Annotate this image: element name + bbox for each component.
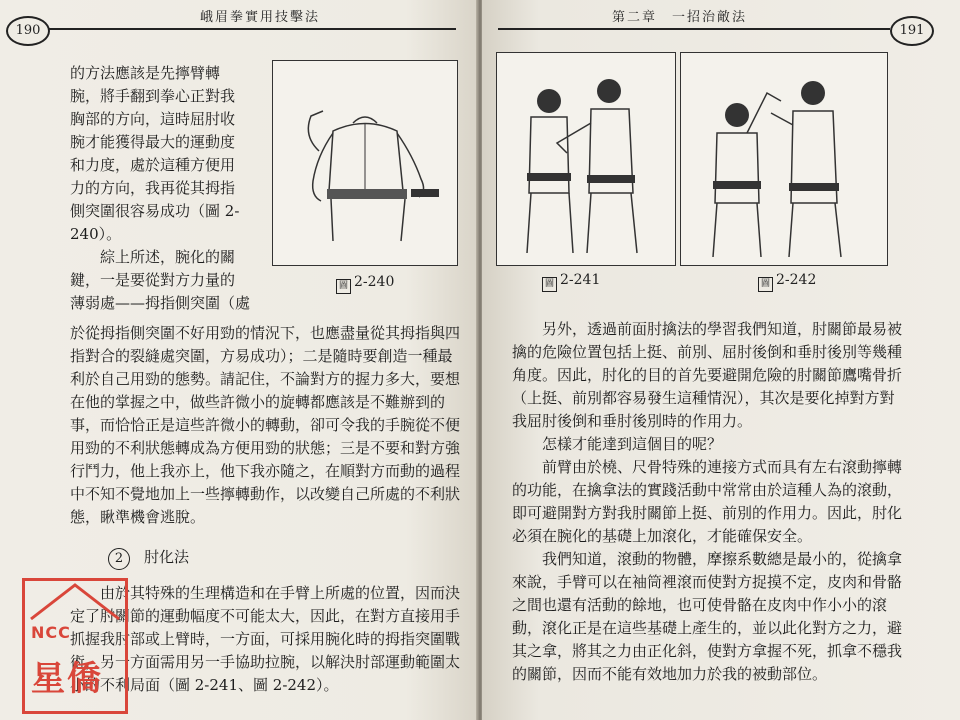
stamp-latin-text: NCC (31, 623, 71, 642)
text-line: 我屈肘後倒和垂肘後別時的作用力。 (512, 412, 753, 430)
text-line: 之間也還有活動的餘地，也可使骨骼在皮肉中作小小的滾 (512, 596, 888, 614)
text-line: 利於自己用勁的態勢。請記住，不論對方的握力多大，要想 (70, 370, 461, 388)
paragraph-2-left (70, 322, 460, 529)
figure-mark-icon: 圖 (336, 279, 351, 294)
text-line: 怎樣才能達到這個目的呢？ (542, 435, 723, 453)
figure-illustration (497, 53, 675, 265)
page-number-left: 190 (6, 16, 50, 46)
text-line: 240）。 (70, 225, 122, 243)
text-line: 力的方向，我再從其拇指 (70, 179, 236, 197)
text-line: 來說，手臂可以在袖筒裡滾而使對方捉摸不定，皮肉和骨骼 (512, 573, 903, 591)
text-line: 動，滾化正是在這些基礎上產生的，並以此化對方之力，避 (512, 619, 903, 637)
text-line: 必須在腕化的基礎上加滾化，才能確保安全。 (512, 527, 813, 545)
figure-caption-2-242: 圖 2-242 (758, 272, 816, 292)
text-line: 薄弱處——拇指側突圍（處 (70, 294, 251, 312)
text-line: 即可避開對方對我肘關節上挺、前別的作用力。因此，肘化 (512, 504, 903, 522)
text-line: 角度。因此，肘化的目的首先要避開危險的肘關節鷹嘴骨折 (512, 366, 903, 384)
text-line: 用勁的不利狀態轉成為方便用勁的狀態；三是不要和對方強 (70, 439, 461, 457)
text-line: 腕才能獲得最大的運動度 (70, 133, 236, 151)
text-line: 的方法應該是先擰臂轉 (70, 64, 221, 82)
text-line: （上挺、前別都容易發生這種情況），其次是要化掉對方對 (512, 389, 895, 407)
section-heading (108, 546, 189, 570)
paragraph-3-left (70, 582, 460, 697)
paragraph-1-right (512, 318, 904, 686)
section-title: 肘化法 (144, 548, 190, 566)
text-line: 擒的危險位置包括上挺、前別、屈肘後倒和垂肘後別等幾種 (512, 343, 903, 361)
figure-2-242 (680, 52, 888, 266)
page-number-right: 191 (890, 16, 934, 46)
text-line: 我們知道，滾動的物體，摩擦系數總是最小的，從擒拿 (542, 550, 903, 568)
stamp-chars-text: 星僑 (31, 659, 103, 699)
text-line: 鍵，一是要從對方力量的 (70, 271, 236, 289)
text-line: 中不知不覺地加上一些擰轉動作，以改變自己所處的不利狀 (70, 485, 461, 503)
right-page (482, 0, 960, 720)
text-line: 在他的掌握之中，做些許微小的旋轉都應該是不難辦到的 (70, 393, 446, 411)
figure-2-240 (272, 60, 458, 266)
text-line: 抓握我肘部或上臂時，一方面，可採用腕化時的拇指突圍戰 (70, 630, 461, 648)
text-line: 另外，透過前面肘擒法的學習我們知道，肘關節最易被 (542, 320, 903, 338)
section-number: 2 (108, 548, 130, 570)
header-rule-right (498, 28, 890, 30)
left-page (0, 0, 478, 720)
text-line: 的功能，在擒拿法的實踐活動中常常由於這種人為的滾動， (512, 481, 903, 499)
figure-mark-icon: 圖 (758, 277, 773, 292)
text-line: 其之拿，將其之力由正化斜，使對方拿握不死，抓拿不穩我 (512, 642, 903, 660)
running-head-left: 峨眉拳實用技擊法 (200, 10, 321, 25)
text-line: 側突圍很容易成功（圖 2- (70, 202, 240, 220)
text-line: 態，瞅準機會逃脫。 (70, 508, 206, 526)
text-line: 行鬥力，他上我亦上，他下我亦隨之，在順對方而動的過程 (70, 462, 461, 480)
figure-2-241 (496, 52, 676, 266)
text-line: 和力度，處於這種方便用 (70, 156, 236, 174)
figure-illustration (681, 53, 887, 265)
figure-caption-2-240: 圖 2-240 (336, 274, 394, 294)
text-line: 小的不利局面（圖 2-241、圖 2-242）。 (70, 676, 339, 694)
header-rule-left (46, 28, 456, 30)
watermark-stamp (22, 578, 128, 714)
text-line: 胸部的方向，這時屈肘收 (70, 110, 236, 128)
text-line: 綜上所述，腕化的關 (100, 248, 236, 266)
text-line: 腕，將手翻到拳心正對我 (70, 87, 236, 105)
running-head-right: 第二章 一招治敵法 (612, 10, 748, 25)
text-line: 指對合的裂縫處突圍，方易成功）；二是隨時要創造一種最 (70, 347, 453, 365)
figure-mark-icon: 圖 (542, 277, 557, 292)
text-line: 定了肘關節的運動幅度不可能太大，因此，在對方直接用手 (70, 607, 461, 625)
text-line: 於從拇指側突圍不好用勁的情況下，也應盡量從其拇指與四 (70, 324, 461, 342)
text-line: 的關節，因而不能有效地加力於我的被動部位。 (512, 665, 828, 683)
paragraph-1-left (70, 62, 270, 315)
text-line: 前臂由於橈、尺骨特殊的連接方式而具有左右滾動擰轉 (542, 458, 903, 476)
figure-illustration (273, 61, 457, 265)
stamp-roof-icon (25, 581, 125, 621)
text-line: 由於其特殊的生理構造和在手臂上所處的位置，因而決 (100, 584, 461, 602)
text-line: 術，另一方面需用另一手協助拉腕，以解決肘部運動範圍太 (70, 653, 461, 671)
text-line: 事，而恰恰正是這些許微小的轉動，卻可令我的手腕從不便 (70, 416, 461, 434)
figure-caption-2-241: 圖 2-241 (542, 272, 600, 292)
